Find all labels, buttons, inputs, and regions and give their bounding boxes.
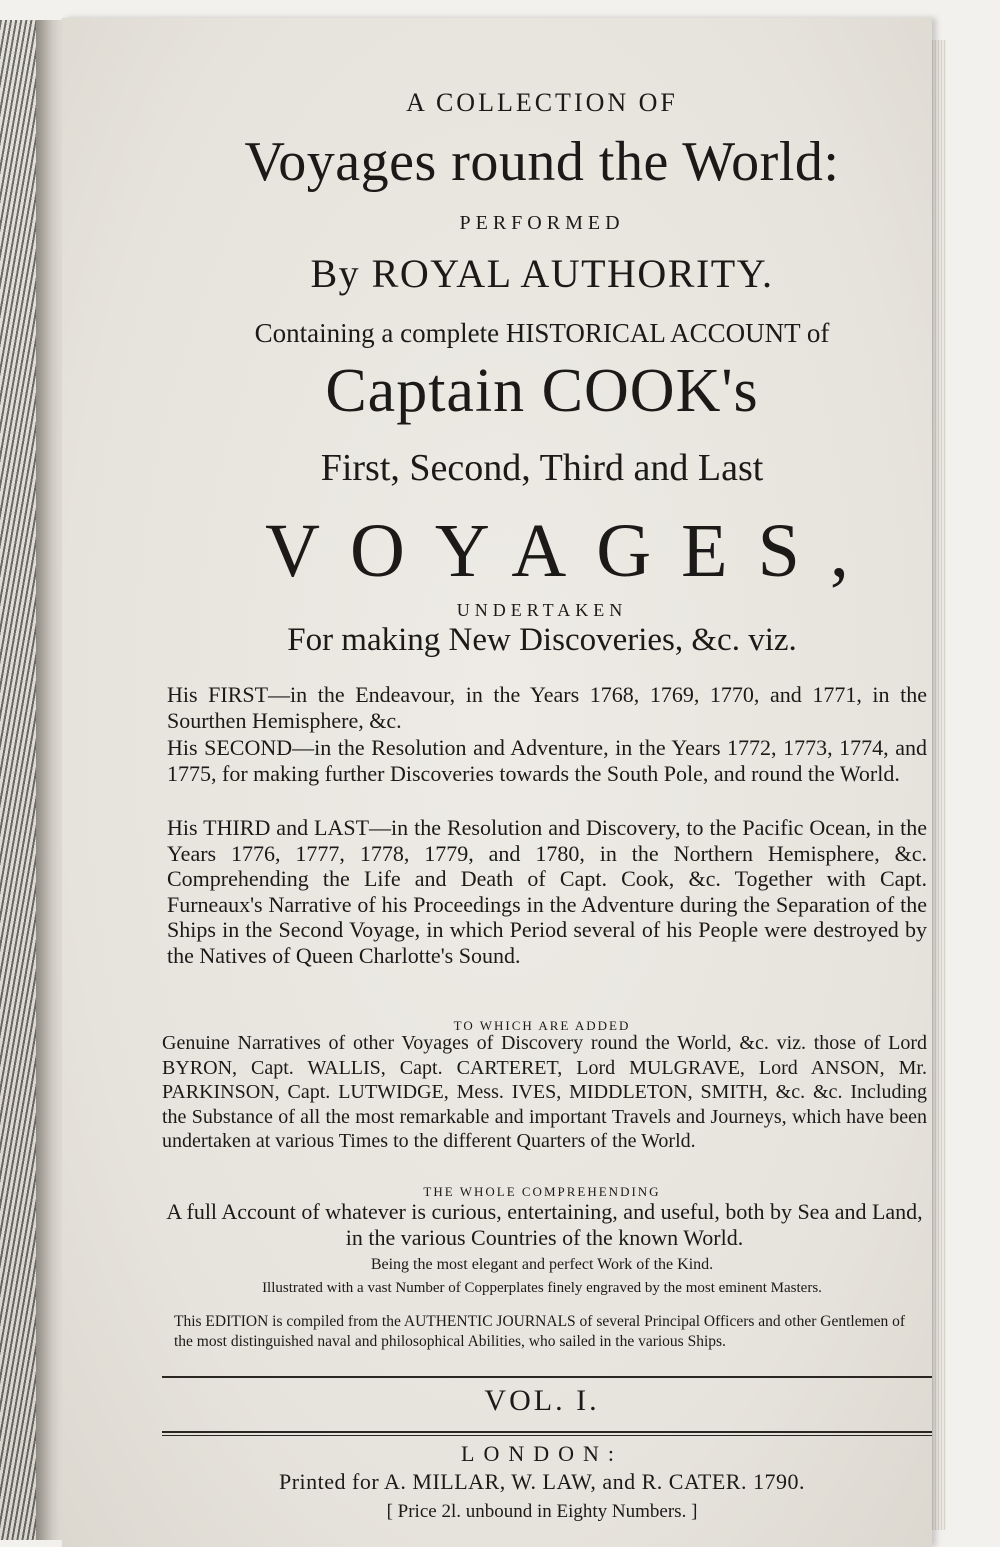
imprint-place: LONDON: (461, 1441, 623, 1466)
paragraph-full-account: A full Account of whatever is curious, entertaining, and useful, both by Sea and Land, in the various Countries of the known World. (166, 1199, 923, 1250)
imprint-printers: Printed for A. MILLAR, W. LAW, and R. CATER. 1790. (279, 1469, 805, 1494)
heading-whole-comprehending: THE WHOLE COMPREHENDING (423, 1184, 661, 1199)
volume-number: VOL. I. (484, 1384, 600, 1417)
double-rule-top (162, 1431, 932, 1433)
title-line-performed: PERFORMED (459, 212, 625, 234)
title-line-voyages: VOYAGES, (265, 509, 879, 593)
title-page (62, 18, 932, 1547)
paragraph-genuine-narratives: Genuine Narratives of other Voyages of Discovery round the World, &c. viz. those of Lord BYRON, Capt. WALLIS, Capt. CARTERET, Lord MULGRAVE, Lord ANSON, Mr. PARKINSON, Capt. LUTWIDGE, Mess. IVES, MIDDLETON, SMITH, &c. &c. Including the Substance of all the most remarkable and important Travels and Journeys, which have been undertaken at various Times to the different Quarters of the World. (162, 1032, 927, 1152)
title-line-voyages-round-world: Voyages round the World: (244, 131, 840, 193)
double-rule-bottom (162, 1435, 932, 1436)
paragraph-second-voyage: His SECOND—in the Resolution and Adventure, in the Years 1772, 1773, 1774, and 1775, for making further Discoveries towards the South Pole, and round the World. (167, 735, 927, 786)
title-line-royal-authority: By ROYAL AUTHORITY. (310, 251, 774, 296)
line-most-elegant-work: Being the most elegant and perfect Work of the Kind. (370, 1256, 714, 1273)
title-line-captain-cook: Captain COOK's (325, 357, 759, 425)
title-line-containing: Containing a complete HISTORICAL ACCOUNT of (254, 318, 830, 348)
title-line-new-discoveries: For making New Discoveries, &c. viz. (287, 622, 797, 658)
horizontal-rule (162, 1376, 932, 1378)
title-line-undertaken: UNDERTAKEN (456, 600, 628, 620)
paragraph-first-voyage: His FIRST—in the Endeavour, in the Years 1768, 1769, 1770, and 1771, in the Sourthen Hemisphere, &c. (167, 682, 927, 733)
price-note: [ Price 2l. unbound in Eighty Numbers. ] (386, 1501, 698, 1522)
page-edges (932, 40, 946, 1530)
title-line-collection: A COLLECTION OF (406, 88, 678, 117)
title-line-first-second-third: First, Second, Third and Last (320, 447, 764, 489)
frontispiece-engraving-edge (0, 20, 38, 1540)
paragraph-third-voyage: His THIRD and LAST—in the Resolution and Discovery, to the Pacific Ocean, in the Years 1776, 1777, 1778, 1779, and 1780, in the Northern Hemisphere, &c. Comprehending the Life and Death of Capt. Cook, &c. Together with Capt. Furneaux's Narrative of his Proceedings in the Adventure during the Separation of the Ships in the Second Voyage, in which Period several of his People were destroyed by the Natives of Queen Charlotte's Sound. (167, 815, 927, 968)
paragraph-edition-note: This EDITION is compiled from the AUTHENTIC JOURNALS of several Principal Officers and other Gentlemen of the most distinguished naval and philosophical Abilities, who sailed in the various Ships. (174, 1313, 906, 1350)
line-illustrated-copperplates: Illustrated with a vast Number of Copperplates finely engraved by the most eminent Masters. (262, 1280, 822, 1296)
heading-to-which-are-added: TO WHICH ARE ADDED (453, 1018, 631, 1033)
